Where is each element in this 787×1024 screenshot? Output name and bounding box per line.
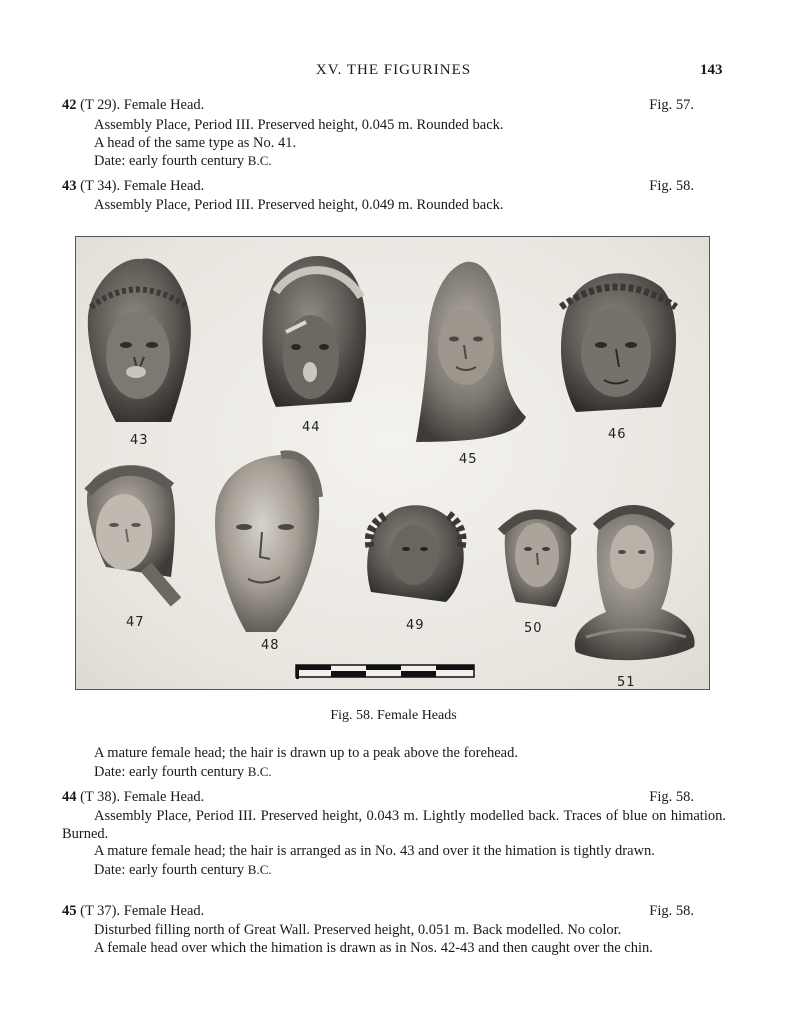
entry-45-body — [62, 922, 726, 957]
scale-bar — [296, 665, 474, 679]
entry-44-para-2: A mature female head; the hair is arranged as in No. 43 and over it the himation is tightly drawn. — [94, 843, 655, 859]
entry-45-heading — [62, 902, 694, 920]
plate-label-46: 46 — [608, 427, 627, 442]
figurine-50 — [501, 510, 574, 607]
figure-caption: Fig. 58. Female Heads — [330, 708, 457, 723]
running-title: XV. THE FIGURINES — [315, 62, 472, 78]
entry-44-fig-ref: Fig. 58. — [649, 789, 694, 805]
entry-43-date — [62, 763, 726, 782]
entry-42-title: Female Head. — [123, 97, 205, 113]
entry-44-inventory: (T 38). — [80, 789, 121, 805]
plate-label-43: 43 — [130, 433, 149, 448]
entry-45-title: Female Head. — [123, 903, 205, 919]
entry-44-title: Female Head. — [123, 789, 205, 805]
entry-43-number: 43 — [62, 178, 77, 194]
entry-42-inventory: (T 29). — [80, 97, 121, 113]
plate-label-44: 44 — [302, 420, 321, 435]
entry-42-fig-ref: Fig. 57. — [649, 97, 694, 113]
figurine-47 — [87, 465, 176, 602]
entry-44-heading — [62, 788, 694, 806]
plate-label-50: 50 — [524, 621, 543, 636]
entry-42-date — [62, 152, 726, 171]
entry-42-number: 42 — [62, 97, 77, 113]
entry-45-para-1: Disturbed filling north of Great Wall. Preserved height, 0.051 m. Back modelled. No color. — [94, 922, 622, 938]
entry-42-line-1: Assembly Place, Period III. Preserved height, 0.045 m. Rounded back. — [94, 117, 504, 133]
entry-45-fig-ref: Fig. 58. — [649, 903, 694, 919]
entry-44-para-1: Assembly Place, Period III. Preserved height, 0.043 m. Lightly modelled back. Traces of blue on himation. Burned. — [62, 808, 726, 842]
entry-43-line-1: Assembly Place, Period III. Preserved height, 0.049 m. Rounded back. — [94, 197, 504, 213]
entry-43-fig-ref: Fig. 58. — [649, 178, 694, 194]
figurine-46 — [561, 273, 676, 412]
plate-label-47: 47 — [126, 615, 145, 630]
entry-45-para-2: A female head over which the himation is drawn as in Nos. 42-43 and then caught over the chin. — [94, 939, 653, 956]
entry-43-date-era: B.C. — [247, 763, 272, 779]
entry-44-number: 44 — [62, 789, 77, 805]
entry-44-body — [62, 808, 726, 879]
plate-label-49: 49 — [406, 618, 425, 633]
entry-43-heading — [62, 177, 694, 195]
plate-label-48: 48 — [261, 638, 280, 653]
entry-45-number: 45 — [62, 903, 77, 919]
entry-44-date-era: B.C. — [247, 861, 272, 877]
figurine-43 — [88, 259, 191, 422]
plate-label-45: 45 — [459, 452, 478, 467]
entry-43-continuation — [62, 745, 726, 781]
figurine-44 — [262, 256, 366, 407]
entry-42-date-label: Date: early fourth century — [94, 153, 245, 169]
page-number: 143 — [700, 62, 723, 78]
entry-42-heading — [62, 96, 694, 114]
figure-58-plate — [75, 236, 710, 690]
entry-44-date — [62, 861, 726, 880]
figurine-51 — [575, 506, 695, 660]
figurine-heads-illustration — [76, 237, 710, 690]
figurine-45 — [416, 262, 526, 442]
entry-43-title: Female Head. — [123, 178, 205, 194]
figurine-48 — [215, 454, 319, 632]
entry-42-line-2: A head of the same type as No. 41. — [94, 134, 297, 151]
entry-42-date-era: B.C. — [247, 153, 272, 168]
entry-43-body — [62, 197, 726, 215]
entry-45-inventory: (T 37). — [80, 903, 121, 919]
entry-43-date-label: Date: early fourth century — [94, 763, 245, 780]
entry-43-inventory: (T 34). — [80, 178, 121, 194]
entry-44-date-label: Date: early fourth century — [94, 861, 245, 878]
plate-label-51: 51 — [617, 675, 636, 690]
figurine-49 — [367, 505, 464, 602]
entry-43-description: A mature female head; the hair is drawn up to a peak above the forehead. — [94, 745, 518, 761]
entry-42-body — [62, 117, 726, 171]
